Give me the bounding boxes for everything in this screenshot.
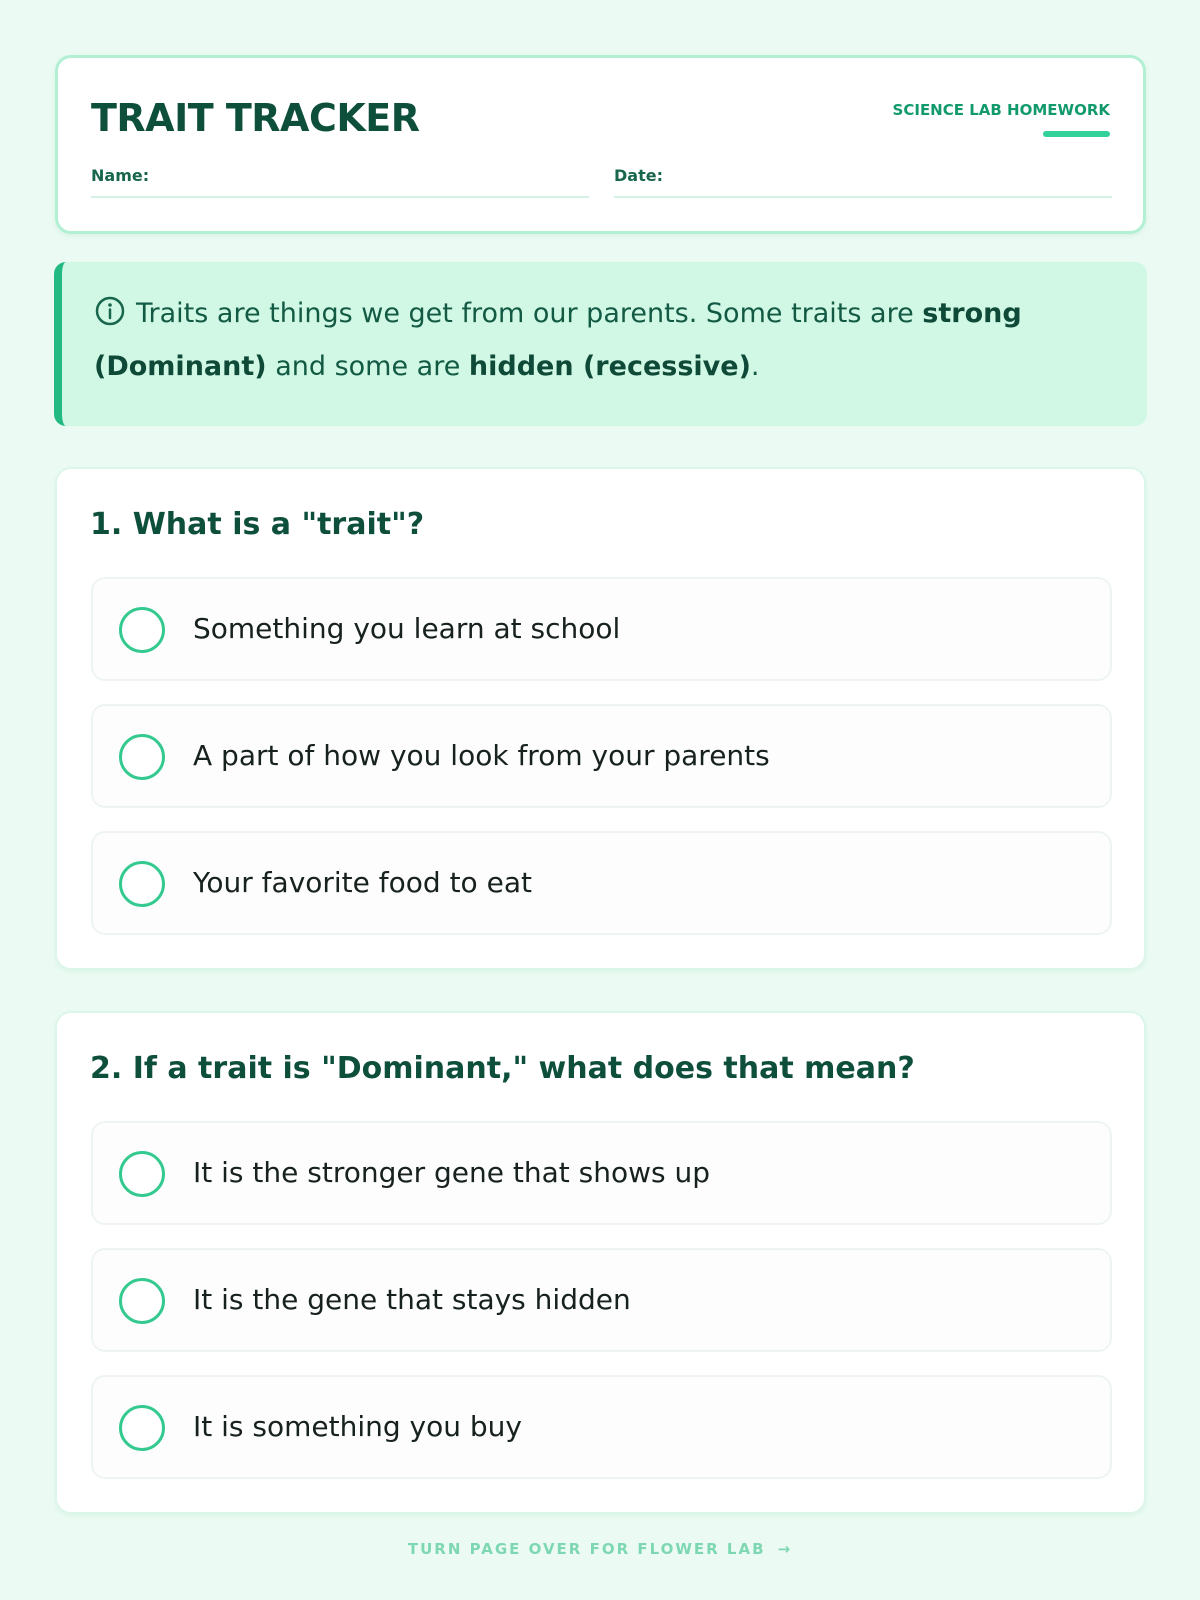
info-text-before: Traits are things we get from our parents. Some traits are bbox=[136, 298, 923, 329]
info-text bbox=[94, 290, 1114, 391]
footer-text: TURN PAGE OVER FOR FLOWER LAB bbox=[407, 1540, 766, 1558]
name-field[interactable] bbox=[91, 166, 589, 198]
name-label: Name: bbox=[91, 166, 150, 185]
answer-option[interactable] bbox=[91, 1375, 1112, 1479]
answer-label: A part of how you look from your parents bbox=[193, 739, 770, 772]
radio-button[interactable] bbox=[119, 734, 165, 780]
answer-label: Something you learn at school bbox=[193, 612, 621, 645]
answer-option[interactable] bbox=[91, 1248, 1112, 1352]
answer-option[interactable] bbox=[91, 1121, 1112, 1225]
header-card bbox=[55, 55, 1146, 234]
radio-button[interactable] bbox=[119, 1405, 165, 1451]
date-label: Date: bbox=[614, 166, 663, 185]
info-callout bbox=[54, 262, 1147, 426]
answer-option[interactable] bbox=[91, 831, 1112, 935]
answer-label: Your favorite food to eat bbox=[193, 866, 532, 899]
answer-option[interactable] bbox=[91, 704, 1112, 808]
question-title: 1. What is a "trait"? bbox=[90, 507, 425, 542]
info-strong-term: strong (Dominant) bbox=[94, 298, 1022, 382]
subject-tag: SCIENCE LAB HOMEWORK bbox=[892, 101, 1110, 119]
info-text-after: . bbox=[750, 351, 760, 382]
info-circle-icon bbox=[94, 295, 126, 343]
page-title: TRAIT TRACKER bbox=[91, 96, 420, 140]
radio-button[interactable] bbox=[119, 861, 165, 907]
answer-option[interactable] bbox=[91, 577, 1112, 681]
footer-note bbox=[0, 1540, 1200, 1558]
question-card-1 bbox=[55, 467, 1146, 970]
question-title: 2. If a trait is "Dominant," what does that mean? bbox=[90, 1051, 915, 1086]
date-field[interactable] bbox=[614, 166, 1112, 198]
radio-button[interactable] bbox=[119, 607, 165, 653]
radio-button[interactable] bbox=[119, 1151, 165, 1197]
answer-label: It is the gene that stays hidden bbox=[193, 1283, 631, 1316]
info-hidden-term: hidden (recessive) bbox=[468, 351, 751, 382]
arrow-right-icon: → bbox=[777, 1540, 793, 1558]
answer-label: It is the stronger gene that shows up bbox=[193, 1156, 711, 1189]
tag-underline bbox=[1043, 131, 1110, 137]
answer-label: It is something you buy bbox=[193, 1410, 522, 1443]
info-text-middle: and some are bbox=[266, 351, 469, 382]
radio-button[interactable] bbox=[119, 1278, 165, 1324]
question-card-2 bbox=[55, 1011, 1146, 1514]
